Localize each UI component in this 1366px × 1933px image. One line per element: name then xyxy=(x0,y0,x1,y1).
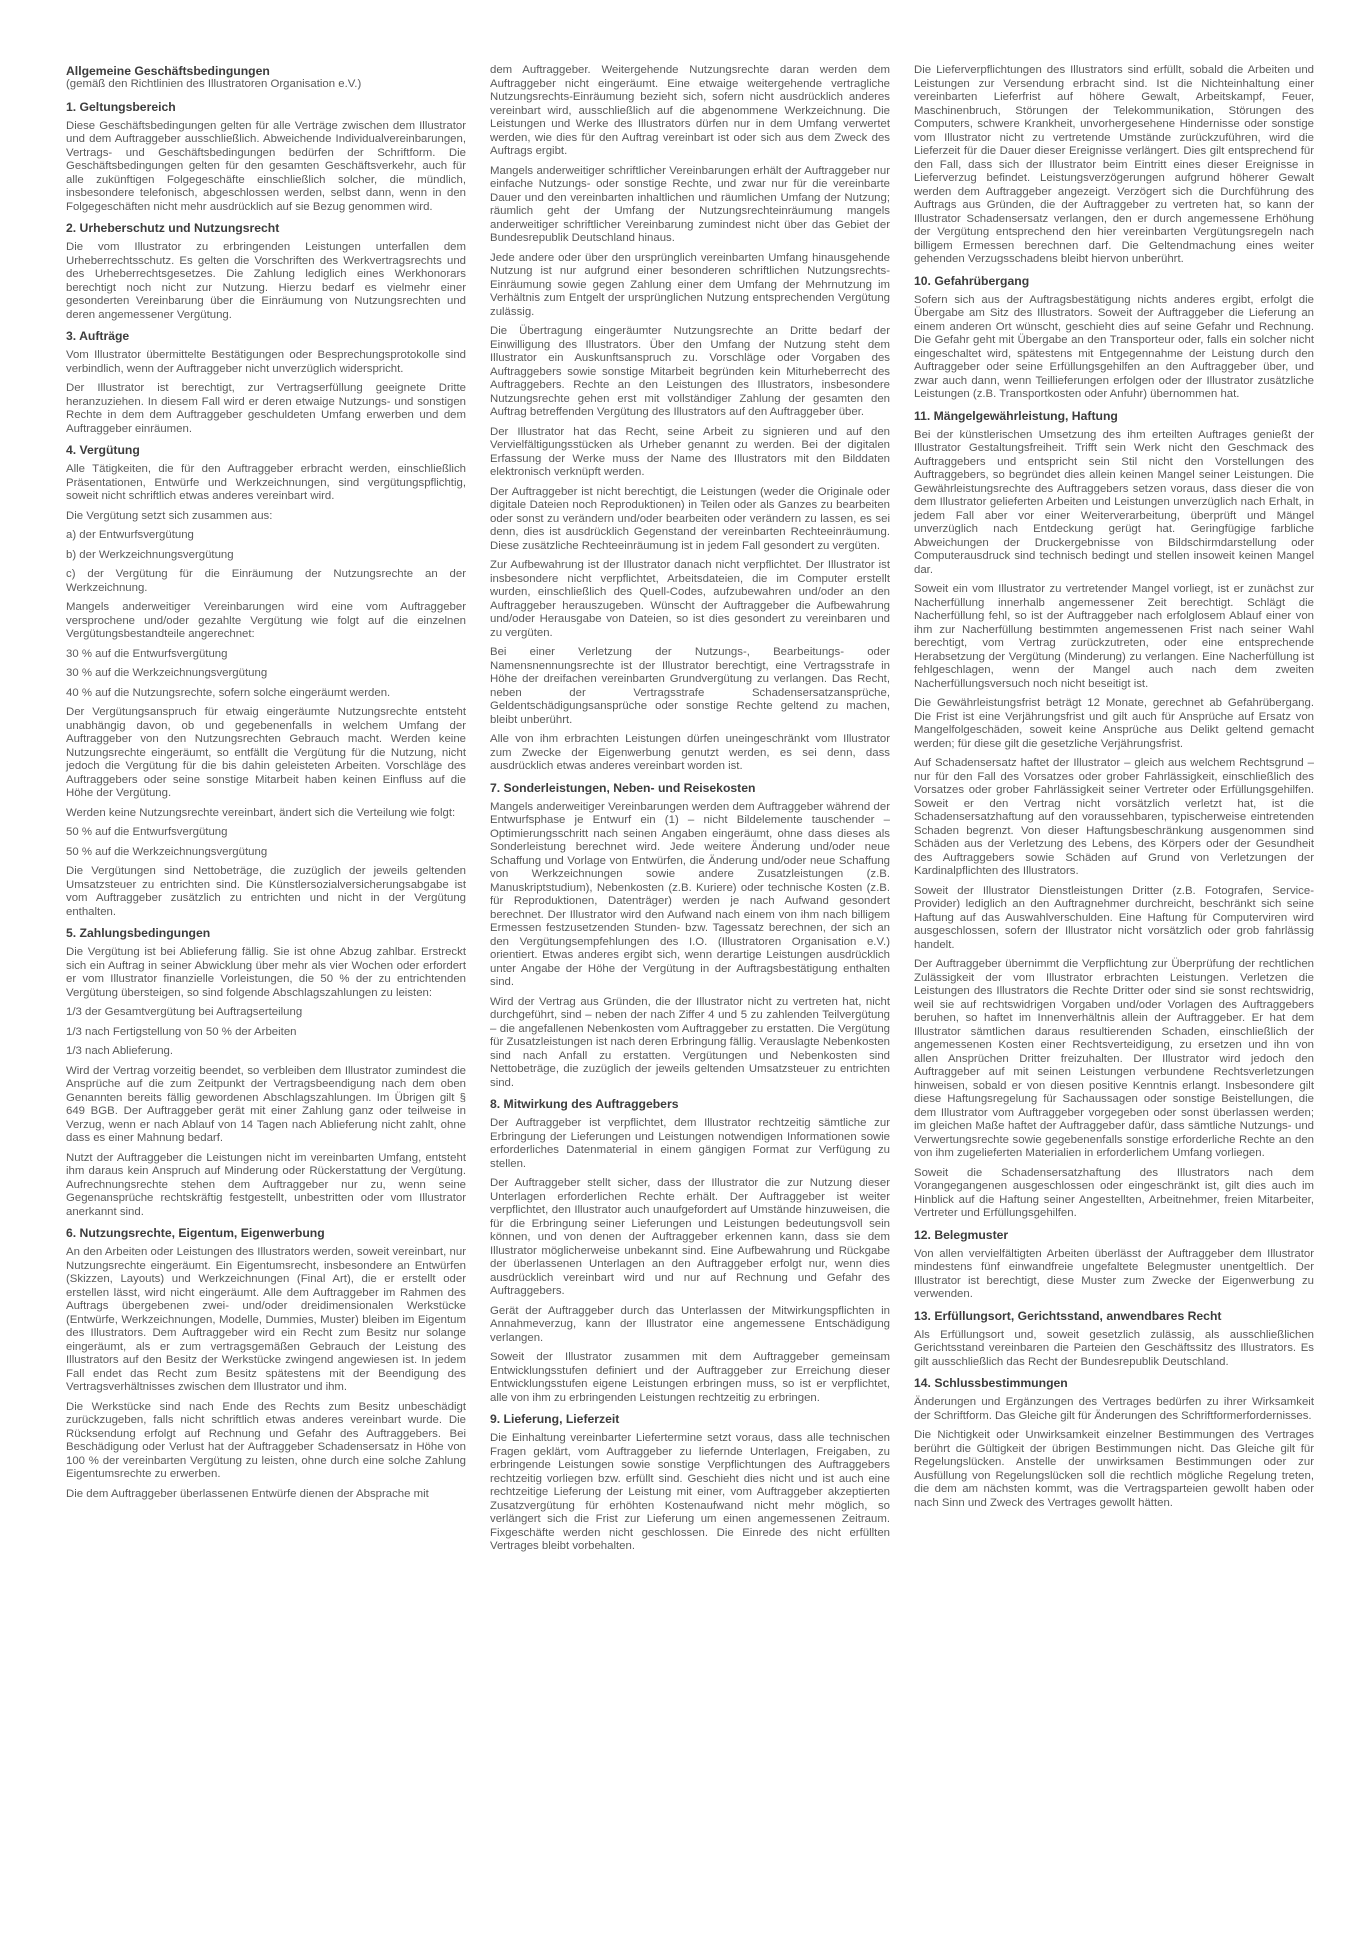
paragraph: Sofern sich aus der Auftragsbestätigung nichts anderes ergibt, erfolgt die Übergabe am Sitz des Illustrators. Soweit der Auftraggeber die Lieferung an einem anderen Ort wünscht, geschieht dies auf seine Gefahr und Rechnung. Die Gefahr geht mit Übergabe an den Transporteur oder, falls ein solcher nicht eingeschaltet wird, spätestens mit Entgegennahme der Leistung durch den Auftraggeber oder seine Erfüllungsgehilfen an den Auftraggeber über, und zwar auch dann, wenn Teillieferungen erfolgen oder der Illustrator zusätzliche Leistungen (z.B. Transportkosten oder Anfuhr) übernommen hat. xyxy=(914,293,1314,400)
document-subtitle: (gemäß den Richtlinien des Illustratoren Organisation e.V.) xyxy=(66,78,362,90)
paragraph: Mangels anderweitiger Vereinbarungen werden dem Auftraggeber während der Entwurfsphase je Entwurf ein (1) – nicht Bildelemente tauschender – Optimierungsschritt nach seinen Angaben eingeräumt, ohne dass dieses als Sonderleistung berechnet wird. Jede weitere Änderung und/oder neue Schaffung und Vorlage von Entwürfen, die Änderung und/oder neue Schaffung von Werkzeichnungen sowie andere Zusatzleistungen (z.B. Manuskriptstudium), Nebenkosten (z.B. Kuriere) oder technische Kosten (z.B. für Reproduktionen, Datenträger) werden je nach Aufwand gesondert berechnet. Der Illustrator wird den Aufwand nach einem von ihm nach billigem Ermessen festzusetzenden Stunden- bzw. Tagessatz berechnen, der sich an den Vergütungsempfehlungen des I.O. (Illustratoren Organisation e.V.) orientiert. Etwas anderes ergibt sich, wenn derartige Leistungen ausdrücklich unter Angabe der Höhe der Vergütung in der Auftragsbestätigung enthalten sind. xyxy=(490,800,890,988)
paragraph: Soweit der Illustrator Dienstleistungen Dritter (z.B. Fotografen, Service-Provider) lediglich an den Auftragnehmer durchreicht, beschränkt sich seine Haftung auf das Auswahlverschulden. Eine Haftung für Computerviren wird ausgeschlossen, sofern der Illustrator nicht vorsätzlich oder grob fahrlässig handelt. xyxy=(914,884,1314,951)
paragraph: Auf Schadensersatz haftet der Illustrator – gleich aus welchem Rechtsgrund – nur für den Fall des Vorsatzes oder grober Fahrlässigkeit, einschließlich des Vorsatzes oder grober Fahrlässigkeit seiner Vertreter oder Erfüllungsgehilfen. Soweit er den Vertrag nicht vorsätzlich verletzt hat, ist die Schadensersatzhaftung auf den voraussehbaren, typischerweise eintretenden Schaden begrenzt. Von dieser Haftungsbeschränkung ausgenommen sind Schäden aus der Verletzung des Lebens, des Körpers oder der Gesundheit des Auftraggebers sowie Schäden auf Grund von Verletzungen der Kardinalpflichten des Illustrators. xyxy=(914,757,1314,877)
document-title: Allgemeine Geschäftsbedingungen xyxy=(66,64,270,78)
paragraph: Bei der künstlerischen Umsetzung des ihm erteilten Auftrages genießt der Illustrator Gestaltungsfreiheit. Trifft sein Werk nicht den Geschmack des Auftraggebers und entspricht sein Stil nicht den Vorstellungen des Auftraggebers, so begründet dies allein keinen Mangel seiner Leistungen. Die Gewährleistungsrechte des Auftraggebers setzen voraus, dass dieser die von dem Illustrator gelieferten Arbeiten und Leistungen unverzüglich nach Erhalt, in jedem Fall aber vor einer Weiterverarbeitung, überprüft und Mängel unverzüglich nach Entdeckung gerügt hat. Geringfügige farbliche Abweichungen der Druckergebnisse von Bildschirmdarstellung oder Computerausdruck sind technisch bedingt und stellen insoweit keinen Mangel dar. xyxy=(914,428,1314,576)
paragraph: Als Erfüllungsort und, soweit gesetzlich zulässig, als ausschließlichen Gerichtsstand vereinbaren die Parteien den Geschäftssitz des Illustrators. Es gilt ausschließlich das Recht der Bundesrepublik Deutschland. xyxy=(914,1328,1314,1368)
paragraph: Mangels anderweitiger Vereinbarungen wird eine vom Auftraggeber versprochene und/oder gezahlte Vergütung wie folgt auf die einzelnen Vergütungsbestandteile angerechnet: xyxy=(66,601,466,640)
section-heading: 6. Nutzungsrechte, Eigentum, Eigenwerbung xyxy=(66,1226,325,1240)
section-heading: 5. Zahlungsbedingungen xyxy=(66,926,211,940)
paragraph: Alle von ihm erbrachten Leistungen dürfen uneingeschränkt vom Illustrator zum Zwecke der Eigenwerbung genutzt werden, es sei denn, dass ausdrücklich etwas anderes vereinbart worden ist. xyxy=(490,733,890,772)
paragraph: Bei einer Verletzung der Nutzungs-, Bearbeitungs- oder Namensnennungsrechte ist der Illustrator berechtigt, eine Vertragsstrafe in Höhe der dreifachen vereinbarten Grundvergütung zu verlangen. Das Recht, neben der Vertragsstrafe Schadensersatzansprüche, Geldentschädigungsansprüche oder sonstige Rechte geltend zu machen, bleibt unberührt. xyxy=(490,646,890,726)
paragraph: Die Gewährleistungsfrist beträgt 12 Monate, gerechnet ab Gefahrübergang. Die Frist ist eine Verjährungsfrist und gilt auch für Ansprüche auf Ersatz von Mangelfolgeschäden, soweit keine Ansprüche aus Delikt geltend gemacht werden; für diese gilt die gesetzliche Verjährungsfrist. xyxy=(914,697,1314,750)
paragraph: Der Auftraggeber übernimmt die Verpflichtung zur Überprüfung der rechtlichen Zulässigkeit der vom Illustrator erbrachten Leistungen. Verletzen die Leistungen des Illustrators die Rechte Dritter oder sind sie sonst rechtswidrig, weil sie auf rechtswidrigen Vorgaben und/oder Vorlagen des Auftraggebers beruhen, so haftet im Innenverhältnis allein der Auftraggeber. Er hat dem Illustrator sämtlichen daraus resultierenden Schaden, einschließlich der angemessenen Kosten einer Rechtsverteidigung, zu ersetzen und ihn von allen Ansprüchen Dritter freizuhalten. Der Illustrator wird jedoch den Auftraggeber auf mit seinen Leistungen verbundene Rechtsverletzungen hinweisen, sobald er von diesen positive Kenntnis erlangt. Insbesondere gilt diese Haftungsregelung für Sachaussagen oder sonstige Beistellungen, die dem Illustrator vom Auftraggeber vorgegeben oder sonst überlassen werden; im gleichen Maße haftet der Auftraggeber dafür, dass sämtliche Nutzungs- und Verwertungsrechte sowie gegebenenfalls sonstige erforderliche Rechte an den von ihm zugelieferten Materialien in erforderlichem Umfang vorliegen. xyxy=(914,958,1314,1159)
column-3 xyxy=(914,64,1314,1516)
column-2 xyxy=(490,64,890,1560)
paragraph: Die Vergütung setzt sich zusammen aus: xyxy=(66,509,273,522)
section-heading: 12. Belegmuster xyxy=(914,1227,1009,1242)
paragraph: Soweit ein vom Illustrator zu vertretender Mangel vorliegt, ist er zunächst zur Nacherfüllung innerhalb angemessener Zeit berechtigt. Schlägt die Nacherfüllung fehl, so ist der Auftraggeber nach erfolglosem Ablauf einer von ihm zur Nacherfüllung bestimmten angemessenen Frist nach seiner Wahl berechtigt, vom Vertrag zurückzutreten, oder eine entsprechende Herabsetzung der Vergütung (Minderung) zu verlangen. Eine Nacherfüllung ist fehlgeschlagen, wenn der Mangel auch nach dem zweiten Nacherfüllungsversuch noch nicht beseitigt ist. xyxy=(914,583,1314,690)
paragraph: Alle Tätigkeiten, die für den Auftraggeber erbracht werden, einschließlich Präsentationen, Entwürfe und Werkzeichnungen, sind vergütungspflichtig, soweit nicht schriftlich etwas anderes vereinbart wird. xyxy=(66,463,466,502)
section-heading: 3. Aufträge xyxy=(66,329,130,343)
paragraph: Soweit die Schadensersatzhaftung des Illustrators nach dem Vorangegangenen ausgeschlossen oder eingeschränkt ist, gilt dies auch im Hinblick auf die Haftung seiner Angestellten, Arbeitnehmer, freien Mitarbeiter, Vertreter und Erfüllungsgehilfen. xyxy=(914,1166,1314,1219)
paragraph: Die Vergütung ist bei Ablieferung fällig. Sie ist ohne Abzug zahlbar. Erstreckt sich ein Auftrag in seiner Abwicklung über mehr als vier Wochen oder erfordert er vom Illustrator finanzielle Vorleistungen, die 50 % der zu entrichtenden Vergütung übersteigen, so sind folgende Abschlagszahlungen zu leisten: xyxy=(66,946,466,999)
list-item: b) der Werkzeichnungsvergütung xyxy=(66,548,234,561)
section-heading: 1. Geltungsbereich xyxy=(66,99,176,114)
paragraph: Die vom Illustrator zu erbringenden Leistungen unterfallen dem Urheberrechtsschutz. Es gelten die Vorschriften des Werkvertragsrechts und des Urheberrechtsgesetzes. Die Zahlung lediglich eines Werkhonorars berechtigt noch nicht zur Nutzung. Hierzu bedarf es vielmehr einer gesonderten Vereinbarung über die Einräumung von Nutzungsrechten und deren angemessener Vergütung. xyxy=(66,241,466,321)
paragraph: Der Vergütungsanspruch für etwaig eingeräumte Nutzungsrechte entsteht unabhängig davon, ob und gegebenenfalls in welchem Umfang der Auftraggeber von den Nutzungsrechten Gebrauch macht. Werden keine Nutzungsrechte eingeräumt, so entfällt die Vergütung für die Nutzung, nicht jedoch die Vergütung für die bis dahin geleisteten Arbeiten. Vorschläge des Auftraggebers oder seine sonstige Mitarbeit haben keinen Einfluss auf die Höhe der Vergütung. xyxy=(66,706,466,799)
column-1 xyxy=(66,64,466,1507)
paragraph: Die Vergütungen sind Nettobeträge, die zuzüglich der jeweils geltenden Umsatzsteuer zu entrichten sind. Die Künstlersozialversicherungsabgabe ist vom Auftraggeber zusätzlich zu entrichten und nicht in der Vergütung enthalten. xyxy=(66,865,466,918)
paragraph: Die Übertragung eingeräumter Nutzungsrechte an Dritte bedarf der Einwilligung des Illustrators. Über den Umfang der Nutzung steht dem Illustrator ein Auskunftsanspruch zu. Vorschläge oder Vorgaben des Auftraggebers sowie sonstige Mitarbeit begründen kein Miturheberrecht des Auftraggebers. Rechte an den Leistungen des Illustrators, insbesondere Nutzungsrechte gehen erst mit vollständiger Zahlung der gesamten den Auftrag betreffenden Vergütung des Illustrators auf den Auftraggeber über. xyxy=(490,325,890,418)
paragraph: Die Lieferverpflichtungen des Illustrators sind erfüllt, sobald die Arbeiten und Leistungen zur Versendung erbracht sind. Ist die Nichteinhaltung einer vereinbarten Lieferfrist auf höhere Gewalt, Arbeitskampf, Feuer, Maschinenbruch, Störungen der Telekommunikation, Störungen des Computers, schwere Krankheit, unvorhergesehene Hindernisse oder sonstige vom Illustrator nicht zu vertretende Umstände zurückzuführen, wird die Lieferzeit für die Dauer dieser Ereignisse verlängert. Dies gilt entsprechend für den Fall, dass sich der Illustrator beim Eintritt eines dieser Ereignisse in Lieferverzug befindet. Leistungsverzögerungen aufgrund höherer Gewalt werden dem Auftraggeber angezeigt. Verzögert sich die Durchführung des Auftrags aus Gründen, die der Auftraggeber zu vertreten hat, so kann der Illustrator Schadensersatz verlangen, den er durch angemessene Erhöhung der Vergütung entsprechend den hier vereinbarten Vergütungsregeln nach billigem Ermessen berechnen darf. Die Geltendmachung eines weiter gehenden Verzugsschadens bleibt hiervon unberührt. xyxy=(914,64,1314,265)
paragraph: Die Einhaltung vereinbarter Liefertermine setzt voraus, dass alle technischen Fragen geklärt, vom Auftraggeber zu liefernde Unterlagen, Freigaben, zu erbringende Leistungen sowie sonstige Verpflichtungen des Auftraggebers rechtzeitig vorliegen bzw. erfüllt sind. Geschieht dies nicht und ist auch eine rechtzeitige Lieferung der Leistung mit einer, vom Auftraggeber akzeptierten Zusatzvergütung für erhöhten Kostenaufwand nicht mehr möglich, so verlängert sich die Frist zur Lieferung um einen angemessenen Zeitraum. Fixgeschäfte werden nicht geschlossen. Die Einrede des nicht erfüllten Vertrages bleibt vorbehalten. xyxy=(490,1432,890,1552)
list-item: 1/3 nach Fertigstellung von 50 % der Arbeiten xyxy=(66,1025,297,1038)
section-heading: 13. Erfüllungsort, Gerichtsstand, anwendbares Recht xyxy=(914,1308,1222,1323)
section-heading: 11. Mängelgewährleistung, Haftung xyxy=(914,408,1118,423)
list-item: 1/3 der Gesamtvergütung bei Auftragserteilung xyxy=(66,1006,303,1018)
paragraph: Der Illustrator ist berechtigt, zur Vertragserfüllung geeignete Dritte heranzuziehen. In diesem Fall wird er deren etwaige Nutzungs- und sonstigen Rechte in dem dem Auftraggeber geschuldeten Umfang erwerben und dem Auftraggeber einräumen. xyxy=(66,382,466,435)
paragraph: Nutzt der Auftraggeber die Leistungen nicht im vereinbarten Umfang, entsteht ihm daraus kein Anspruch auf Minderung oder Rückerstattung der Vergütung. Aufrechnungsrechte stehen dem Auftraggeber nur zu, wenn seine Gegenansprüche rechtskräftig festgestellt, unbestritten oder vom Illustrator anerkannt sind. xyxy=(66,1151,466,1218)
paragraph: Diese Geschäftsbedingungen gelten für alle Verträge zwischen dem Illustrator und dem Auftraggeber ausschließlich. Abweichende Individualvereinbarungen, Vertrags- und Geschäftsbedingungen bedürfen der Schriftform. Die Geschäftsbedingungen gelten für den gesamten Geschäftsverkehr, auch für alle zukünftigen Folgegeschäfte einschließlich solcher, die mündlich, insbesondere telefonisch, abgeschlossen werden, selbst dann, wenn in den Folgegeschäften nicht mehr ausdrücklich auf sie Bezug genommen wird. xyxy=(66,119,466,213)
paragraph: Vom Illustrator übermittelte Bestätigungen oder Besprechungsprotokolle sind verbindlich, wenn der Auftraggeber nicht unverzüglich widerspricht. xyxy=(66,349,466,375)
paragraph: Soweit der Illustrator zusammen mit dem Auftraggeber gemeinsam Entwicklungsstufen definiert und der Auftraggeber zur Erreichung dieser Entwicklungsstufen eigene Leistungen erbringen muss, so ist er verpflichtet, alle von ihm zu erbringenden Leistungen rechtzeitig zu erbringen. xyxy=(490,1351,890,1404)
paragraph: An den Arbeiten oder Leistungen des Illustrators werden, soweit vereinbart, nur Nutzungsrechte eingeräumt. Ein Eigentumsrecht, insbesondere an Entwürfen (Skizzen, Layouts) und Werkzeichnungen (Final Art), die er erstellt oder erstellen lässt, wird nicht eingeräumt. Alle dem Auftraggeber im Rahmen des Auftrags übergebenen zwei- und/oder dreidimensionalen Werkstücke (Entwürfe, Werkzeichnungen, Modelle, Dummies, Muster) bleiben im Eigentum des Illustrators. Dem Auftraggeber wird ein Recht zum Besitz nur solange eingeräumt, als er zum vertragsgemäßen Gebrauch der Leistung des Illustrators auf den Besitz der Werkstücke zwingend angewiesen ist. In jedem Fall endet das Recht zum Besitz spätestens mit der Beendigung des Vertragsverhältnisses zwischen dem Illustrator und ihm. xyxy=(66,1246,466,1393)
paragraph: Gerät der Auftraggeber durch das Unterlassen der Mitwirkungspflichten in Annahmeverzug, kann der Illustrator eine angemessene Entschädigung verlangen. xyxy=(490,1304,890,1344)
paragraph: Von allen vervielfältigten Arbeiten überlässt der Auftraggeber dem Illustrator mindestens fünf einwandfreie ungefaltete Belegmuster unentgeltlich. Der Illustrator ist berechtigt, diese Muster zum Zwecke der Eigenwerbung zu verwenden. xyxy=(914,1247,1314,1300)
paragraph: Wird der Vertrag vorzeitig beendet, so verbleiben dem Illustrator zumindest die Ansprüche auf die zum Zeitpunkt der Vertragsbeendigung nach dem oben Genannten bereits fällig gewordenen Abschlagszahlungen. Im Übrigen gilt § 649 BGB. Der Auftraggeber gerät mit einer Zahlung ganz oder teilweise in Verzug, wenn er nach Ablauf von 14 Tagen nach Ablieferung nicht zahlt, ohne dass es einer Mahnung bedarf. xyxy=(66,1064,466,1144)
list-item: a) der Entwurfsvergütung xyxy=(66,529,194,541)
section-heading: 7. Sonderleistungen, Neben- und Reisekosten xyxy=(490,780,756,795)
paragraph: Die Werkstücke sind nach Ende des Rechts zum Besitz unbeschädigt zurückzugeben, falls nicht schriftlich etwas anderes vereinbart wurde. Die Rücksendung erfolgt auf Rechnung und Gefahr des Auftraggebers. Bei Beschädigung oder Verlust hat der Auftraggeber Schadensersatz in Höhe von 100 % der vereinbarten Vergütung zu leisten, ohne durch eine solche Zahlung Eigentumsrechte zu erwerben. xyxy=(66,1400,466,1480)
text-columns xyxy=(66,64,1316,1560)
paragraph: Der Illustrator hat das Recht, seine Arbeit zu signieren und auf den Vervielfältigungsstücken als Urheber genannt zu werden. Bei der digitalen Erfassung der Werke muss der Name des Illustrators mit den Bilddaten elektronisch verknüpft werden. xyxy=(490,425,890,478)
list-item: c) der Vergütung für die Einräumung der Nutzungsrechte an der Werkzeichnung. xyxy=(66,568,466,594)
section-heading: 4. Vergütung xyxy=(66,443,140,457)
list-item: 30 % auf die Werkzeichnungsvergütung xyxy=(66,667,268,679)
list-item: 30 % auf die Entwurfsvergütung xyxy=(66,647,228,660)
list-item: 50 % auf die Werkzeichnungsvergütung xyxy=(66,845,268,858)
section-heading: 9. Lieferung, Lieferzeit xyxy=(490,1412,620,1426)
paragraph: Der Auftraggeber stellt sicher, dass der Illustrator die zur Nutzung dieser Unterlagen erforderlichen Rechte erhält. Der Auftraggeber ist weiter verpflichtet, den Illustrator auch unaufgefordert auf Umstände hinzuweisen, die für die Erbringung seiner Lieferungen und Leistungen bedeutungsvoll sein können, und von denen der Auftraggeber erkennen kann, dass sie dem Illustrator möglicherweise unbekannt sind. Eine Aufbewahrung und Rückgabe der überlassenen Unterlagen an den Auftraggeber erfolgt nur, wenn dies ausdrücklich vereinbart wird und nur auf Rechnung und Gefahr des Auftraggebers. xyxy=(490,1177,890,1297)
section-heading: 14. Schlussbestimmungen xyxy=(914,1376,1068,1390)
paragraph: Der Auftraggeber ist nicht berechtigt, die Leistungen (weder die Originale oder digitale Dateien noch Reproduktionen) in Teilen oder als Ganzes zu bearbeiten oder sonst zu verändern und/oder bearbeiten oder verändern zu lassen, es sei denn, dies ist ausdrücklich Gegenstand der vereinbarten Rechteeinräumung. Diese zusätzliche Rechteeinräumung ist in jedem Fall gesondert zu vergüten. xyxy=(490,485,890,552)
paragraph: Die Nichtigkeit oder Unwirksamkeit einzelner Bestimmungen des Vertrages berührt die Gültigkeit der übrigen Bestimmungen nicht. Das Gleiche gilt für Regelungslücken. Anstelle der unwirksamen Bestimmungen oder zur Ausfüllung von Regelungslücken soll die rechtlich mögliche Regelung treten, die dem am nächsten kommt, was die Vertragsparteien gewollt haben oder nach Sinn und Zweck des Vertrages gewollt hätten. xyxy=(914,1429,1314,1509)
paragraph: Werden keine Nutzungsrechte vereinbart, ändert sich die Verteilung wie folgt: xyxy=(66,806,456,819)
paragraph: dem Auftraggeber. Weitergehende Nutzungsrechte daran werden dem Auftraggeber nicht eingeräumt. Eine etwaige weitergehende vertragliche Nutzungsrechts-Einräumung bezieht sich, sofern nicht ausdrücklich anderes vereinbart wird, ausschließlich auf die abgenommene Werkzeichnung. Die Leistungen und Werke des Illustrators dürfen nur in dem Umfang verwertet werden, wie dies für den Auftrag vereinbart ist oder sich aus dem Zweck des Auftrags ergibt. xyxy=(490,64,890,157)
list-item: 50 % auf die Entwurfsvergütung xyxy=(66,826,228,838)
section-heading: 10. Gefahrübergang xyxy=(914,273,1030,288)
paragraph: Die dem Auftraggeber überlassenen Entwürfe dienen der Absprache mit xyxy=(66,1487,429,1500)
paragraph: Der Auftraggeber ist verpflichtet, dem Illustrator rechtzeitig sämtliche zur Erbringung der Lieferungen und Leistungen notwendigen Informationen sowie erforderliches Datenmaterial in einem gängigen Format zur Verfügung zu stellen. xyxy=(490,1117,890,1170)
list-item: 1/3 nach Ablieferung. xyxy=(66,1045,174,1057)
paragraph: Mangels anderweitiger schriftlicher Vereinbarungen erhält der Auftraggeber nur einfache Nutzungs- oder sonstige Rechte, und zwar nur für die vereinbarte Dauer und den vereinbarten inhaltlichen und räumlichen Umfang der Nutzung; räumlich geht der Umfang der Nutzungsrechteinräumung mangels anderweitiger schriftlicher Vereinbarung zumindest nicht über das Gebiet der Bundesrepublik Deutschland hinaus. xyxy=(490,164,890,244)
paragraph: Änderungen und Ergänzungen des Vertrages bedürfen zu ihrer Wirksamkeit der Schriftform. Das Gleiche gilt für Änderungen des Schriftformerfordernisses. xyxy=(914,1396,1314,1422)
paragraph: Zur Aufbewahrung ist der Illustrator danach nicht verpflichtet. Der Illustrator ist insbesondere nicht verpflichtet, Arbeitsdateien, die im Computer erstellt wurden, einschließlich des Quell-Codes, aufzubewahren und/oder an den Auftraggeber herauszugeben. Wünscht der Auftraggeber die Aufbewahrung und/oder Herausgabe von Dateien, so ist dies gesondert zu vereinbaren und zu vergüten. xyxy=(490,559,890,639)
paragraph: Jede andere oder über den ursprünglich vereinbarten Umfang hinausgehende Nutzung ist nur aufgrund einer besonderen schriftlichen Nutzungsrechts-Einräumung sowie gegen Zahlung einer dem Umfang der Mehrnutzung im Verhältnis zum Entgelt der ursprünglichen Nutzung entsprechenden Vergütung zulässig. xyxy=(490,251,890,318)
section-heading: 8. Mitwirkung des Auftraggebers xyxy=(490,1097,679,1111)
list-item: 40 % auf die Nutzungsrechte, sofern solche eingeräumt werden. xyxy=(66,686,391,699)
paragraph: Wird der Vertrag aus Gründen, die der Illustrator nicht zu vertreten hat, nicht durchgeführt, sind – neben der nach Ziffer 4 und 5 zu zahlenden Teilvergütung – die angefallenen Nebenkosten vom Auftraggeber zu erstatten. Die Vergütung für Zusatzleistungen ist nach deren Erbringung fällig. Verauslagte Nebenkosten sind nach Anfall zu erstatten. Vergütungen und Nebenkosten sind Nettobeträge, die zuzüglich der jeweils geltenden Umsatzsteuer zu entrichten sind. xyxy=(490,995,890,1089)
section-heading: 2. Urheberschutz und Nutzungsrecht xyxy=(66,221,280,235)
